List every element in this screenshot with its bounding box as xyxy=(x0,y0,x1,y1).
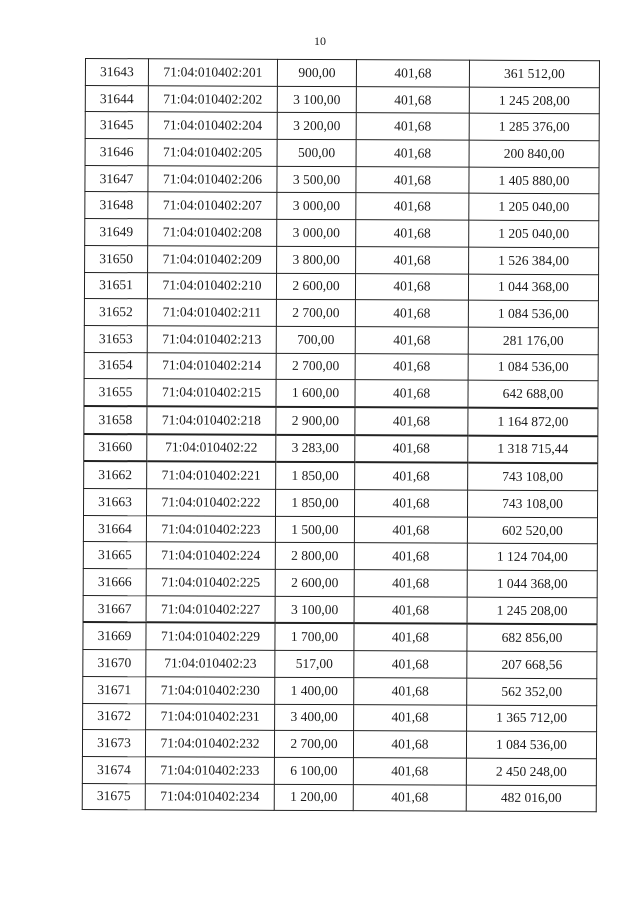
cadastral-value-cell: 1 365 712,00 xyxy=(467,705,597,732)
record-number-cell: 31654 xyxy=(84,352,147,379)
cadastral-number-cell: 71:04:010402:201 xyxy=(148,59,277,86)
cadastral-number-cell: 71:04:010402:221 xyxy=(147,462,276,490)
area-cell: 500,00 xyxy=(277,139,356,166)
cadastral-value-cell: 1 044 368,00 xyxy=(468,274,598,301)
unit-price-cell: 401,68 xyxy=(355,490,468,517)
cadastral-number-cell: 71:04:010402:213 xyxy=(147,326,276,353)
cadastral-value-cell: 207 668,56 xyxy=(467,651,597,678)
record-number-cell: 31646 xyxy=(85,139,148,166)
area-cell: 3 283,00 xyxy=(276,434,355,462)
cadastral-number-cell: 71:04:010402:205 xyxy=(148,139,277,166)
record-number-cell: 31655 xyxy=(84,379,147,406)
area-cell: 1 600,00 xyxy=(276,380,355,408)
cadastral-value-cell: 562 352,00 xyxy=(467,678,597,705)
cadastral-number-cell: 71:04:010402:225 xyxy=(146,569,275,596)
table-row xyxy=(84,352,598,381)
table-row xyxy=(83,676,597,705)
cadastral-value-cell: 1 245 208,00 xyxy=(469,87,599,114)
table-row xyxy=(85,59,599,88)
cadastral-value-cell: 1 205 040,00 xyxy=(469,194,599,221)
unit-price-cell: 401,68 xyxy=(353,731,466,758)
table-row xyxy=(84,488,598,517)
unit-price-cell: 401,68 xyxy=(356,220,469,247)
area-cell: 2 800,00 xyxy=(275,543,354,570)
unit-price-cell: 401,68 xyxy=(355,462,468,490)
cadastral-value-cell: 2 450 248,00 xyxy=(466,758,596,785)
cadastral-value-cell: 1 318 715,44 xyxy=(468,435,598,463)
cadastral-number-cell: 71:04:010402:209 xyxy=(148,246,277,273)
area-cell: 3 400,00 xyxy=(275,704,354,731)
cadastral-value-cell: 642 688,00 xyxy=(468,380,598,408)
area-cell: 3 100,00 xyxy=(275,596,354,624)
table-row xyxy=(85,219,599,248)
unit-price-cell: 401,68 xyxy=(354,704,467,731)
record-number-cell: 31644 xyxy=(85,85,148,112)
cadastral-number-cell: 71:04:010402:233 xyxy=(145,757,274,784)
cadastral-value-cell: 1 205 040,00 xyxy=(469,220,599,247)
unit-price-cell: 401,68 xyxy=(354,624,467,652)
cadastral-number-cell: 71:04:010402:222 xyxy=(147,489,276,516)
cadastral-number-cell: 71:04:010402:227 xyxy=(146,596,275,624)
area-cell: 1 850,00 xyxy=(276,489,355,516)
cadastral-value-cell: 361 512,00 xyxy=(469,60,599,87)
record-number-cell: 31670 xyxy=(83,650,146,677)
record-number-cell: 31674 xyxy=(82,756,145,783)
unit-price-cell: 401,68 xyxy=(354,596,467,624)
record-number-cell: 31673 xyxy=(82,730,145,757)
table-row xyxy=(84,272,598,301)
area-cell: 2 600,00 xyxy=(275,569,354,596)
table-row xyxy=(84,434,598,464)
table-row xyxy=(82,756,596,785)
record-number-cell: 31651 xyxy=(84,272,147,299)
record-number-cell: 31665 xyxy=(83,542,146,569)
unit-price-cell: 401,68 xyxy=(356,166,469,193)
cadastral-number-cell: 71:04:010402:23 xyxy=(146,650,275,677)
area-cell: 1 400,00 xyxy=(275,677,354,704)
unit-price-cell: 401,68 xyxy=(354,570,467,597)
area-cell: 3 000,00 xyxy=(277,193,356,220)
table-row xyxy=(83,569,597,598)
record-number-cell: 31653 xyxy=(84,325,147,352)
area-cell: 1 700,00 xyxy=(275,623,354,651)
cadastral-value-cell: 1 526 384,00 xyxy=(469,247,599,274)
area-cell: 3 800,00 xyxy=(277,246,356,273)
unit-price-cell: 401,68 xyxy=(355,435,468,463)
table-row xyxy=(82,783,596,812)
table-row xyxy=(85,245,599,274)
area-cell: 2 700,00 xyxy=(274,731,353,758)
cadastral-value-cell: 281 176,00 xyxy=(468,327,598,354)
record-number-cell: 31663 xyxy=(84,488,147,515)
cadastral-number-cell: 71:04:010402:202 xyxy=(148,85,277,112)
cadastral-value-cell: 743 108,00 xyxy=(468,490,598,517)
cadastral-number-cell: 71:04:010402:22 xyxy=(147,434,276,462)
cadastral-number-cell: 71:04:010402:204 xyxy=(148,112,277,139)
cadastral-number-cell: 71:04:010402:208 xyxy=(148,219,277,246)
area-cell: 2 900,00 xyxy=(276,407,355,435)
cadastral-number-cell: 71:04:010402:210 xyxy=(147,272,276,299)
table-row xyxy=(85,85,599,114)
record-number-cell: 31643 xyxy=(85,59,148,86)
area-cell: 3 200,00 xyxy=(277,113,356,140)
area-cell: 3 000,00 xyxy=(277,219,356,246)
unit-price-cell: 401,68 xyxy=(354,543,467,570)
unit-price-cell: 401,68 xyxy=(356,140,469,167)
record-number-cell: 31648 xyxy=(85,192,148,219)
unit-price-cell: 401,68 xyxy=(354,516,467,543)
cadastral-number-cell: 71:04:010402:231 xyxy=(146,703,275,730)
unit-price-cell: 401,68 xyxy=(354,651,467,678)
area-cell: 700,00 xyxy=(276,326,355,353)
table-row xyxy=(83,622,597,651)
table-row xyxy=(84,406,598,436)
record-number-cell: 31672 xyxy=(83,703,146,730)
area-cell: 1 850,00 xyxy=(276,462,355,490)
record-number-cell: 31658 xyxy=(84,406,147,434)
area-cell: 900,00 xyxy=(277,59,356,86)
unit-price-cell: 401,68 xyxy=(355,327,468,354)
unit-price-cell: 401,68 xyxy=(355,407,468,435)
table-row xyxy=(84,379,598,408)
cadastral-value-cell: 1 285 376,00 xyxy=(469,114,599,141)
unit-price-cell: 401,68 xyxy=(355,380,468,408)
cadastral-number-cell: 71:04:010402:218 xyxy=(147,406,276,434)
area-cell: 3 500,00 xyxy=(277,166,356,193)
cadastral-value-cell: 482 016,00 xyxy=(466,785,596,812)
page-number: 10 xyxy=(314,34,326,48)
cadastral-value-cell: 1 084 536,00 xyxy=(468,354,598,381)
cadastral-number-cell: 71:04:010402:223 xyxy=(146,515,275,542)
unit-price-cell: 401,68 xyxy=(356,86,469,113)
area-cell: 2 700,00 xyxy=(276,300,355,327)
unit-price-cell: 401,68 xyxy=(355,353,468,380)
area-cell: 517,00 xyxy=(275,650,354,677)
unit-price-cell: 401,68 xyxy=(353,784,466,811)
area-cell: 3 100,00 xyxy=(277,86,356,113)
cadastral-number-cell: 71:04:010402:206 xyxy=(148,166,277,193)
land-plot-table xyxy=(82,58,600,812)
area-cell: 2 700,00 xyxy=(276,353,355,380)
unit-price-cell: 401,68 xyxy=(355,300,468,327)
table-row xyxy=(85,165,599,194)
cadastral-value-cell: 1 164 872,00 xyxy=(468,408,598,436)
cadastral-number-cell: 71:04:010402:215 xyxy=(147,379,276,407)
table-row xyxy=(84,461,598,490)
record-number-cell: 31675 xyxy=(82,783,145,810)
table-row xyxy=(83,542,597,571)
record-number-cell: 31647 xyxy=(85,165,148,192)
record-number-cell: 31660 xyxy=(84,434,147,462)
cadastral-value-cell: 1 044 368,00 xyxy=(467,570,597,597)
cadastral-value-cell: 743 108,00 xyxy=(468,463,598,491)
table-body xyxy=(82,59,599,812)
table-row xyxy=(82,730,596,759)
table-row xyxy=(85,139,599,168)
table-row xyxy=(84,325,598,354)
area-cell: 2 600,00 xyxy=(276,273,355,300)
cadastral-number-cell: 71:04:010402:232 xyxy=(145,730,274,757)
cadastral-number-cell: 71:04:010402:207 xyxy=(148,192,277,219)
table-row xyxy=(85,112,599,141)
area-cell: 6 100,00 xyxy=(274,757,353,784)
record-number-cell: 31667 xyxy=(83,595,146,622)
record-number-cell: 31662 xyxy=(84,461,147,488)
record-number-cell: 31650 xyxy=(85,245,148,272)
unit-price-cell: 401,68 xyxy=(355,273,468,300)
record-number-cell: 31671 xyxy=(83,676,146,703)
cadastral-value-cell: 200 840,00 xyxy=(469,140,599,167)
unit-price-cell: 401,68 xyxy=(356,113,469,140)
table-row xyxy=(85,192,599,221)
cadastral-value-cell: 1 084 536,00 xyxy=(468,300,598,327)
cadastral-value-cell: 602 520,00 xyxy=(467,517,597,544)
table-row xyxy=(83,515,597,544)
table-row xyxy=(83,703,597,732)
cadastral-number-cell: 71:04:010402:234 xyxy=(145,783,274,810)
table-row xyxy=(83,595,597,624)
record-number-cell: 31649 xyxy=(85,219,148,246)
cadastral-number-cell: 71:04:010402:229 xyxy=(146,623,275,651)
area-cell: 1 500,00 xyxy=(275,516,354,543)
record-number-cell: 31645 xyxy=(85,112,148,139)
cadastral-value-cell: 1 124 704,00 xyxy=(467,544,597,571)
area-cell: 1 200,00 xyxy=(274,784,353,811)
table-row xyxy=(84,299,598,328)
cadastral-number-cell: 71:04:010402:230 xyxy=(146,677,275,704)
record-number-cell: 31669 xyxy=(83,622,146,649)
unit-price-cell: 401,68 xyxy=(356,193,469,220)
cadastral-number-cell: 71:04:010402:214 xyxy=(147,352,276,379)
cadastral-value-cell: 682 856,00 xyxy=(467,624,597,652)
cadastral-value-cell: 1 084 536,00 xyxy=(466,731,596,758)
table-row xyxy=(83,650,597,679)
unit-price-cell: 401,68 xyxy=(354,677,467,704)
unit-price-cell: 401,68 xyxy=(356,60,469,87)
unit-price-cell: 401,68 xyxy=(356,246,469,273)
record-number-cell: 31666 xyxy=(83,569,146,596)
record-number-cell: 31664 xyxy=(83,515,146,542)
cadastral-number-cell: 71:04:010402:224 xyxy=(146,542,275,569)
cadastral-number-cell: 71:04:010402:211 xyxy=(147,299,276,326)
record-number-cell: 31652 xyxy=(84,299,147,326)
unit-price-cell: 401,68 xyxy=(353,758,466,785)
cadastral-value-cell: 1 245 208,00 xyxy=(467,597,597,625)
cadastral-value-cell: 1 405 880,00 xyxy=(469,167,599,194)
